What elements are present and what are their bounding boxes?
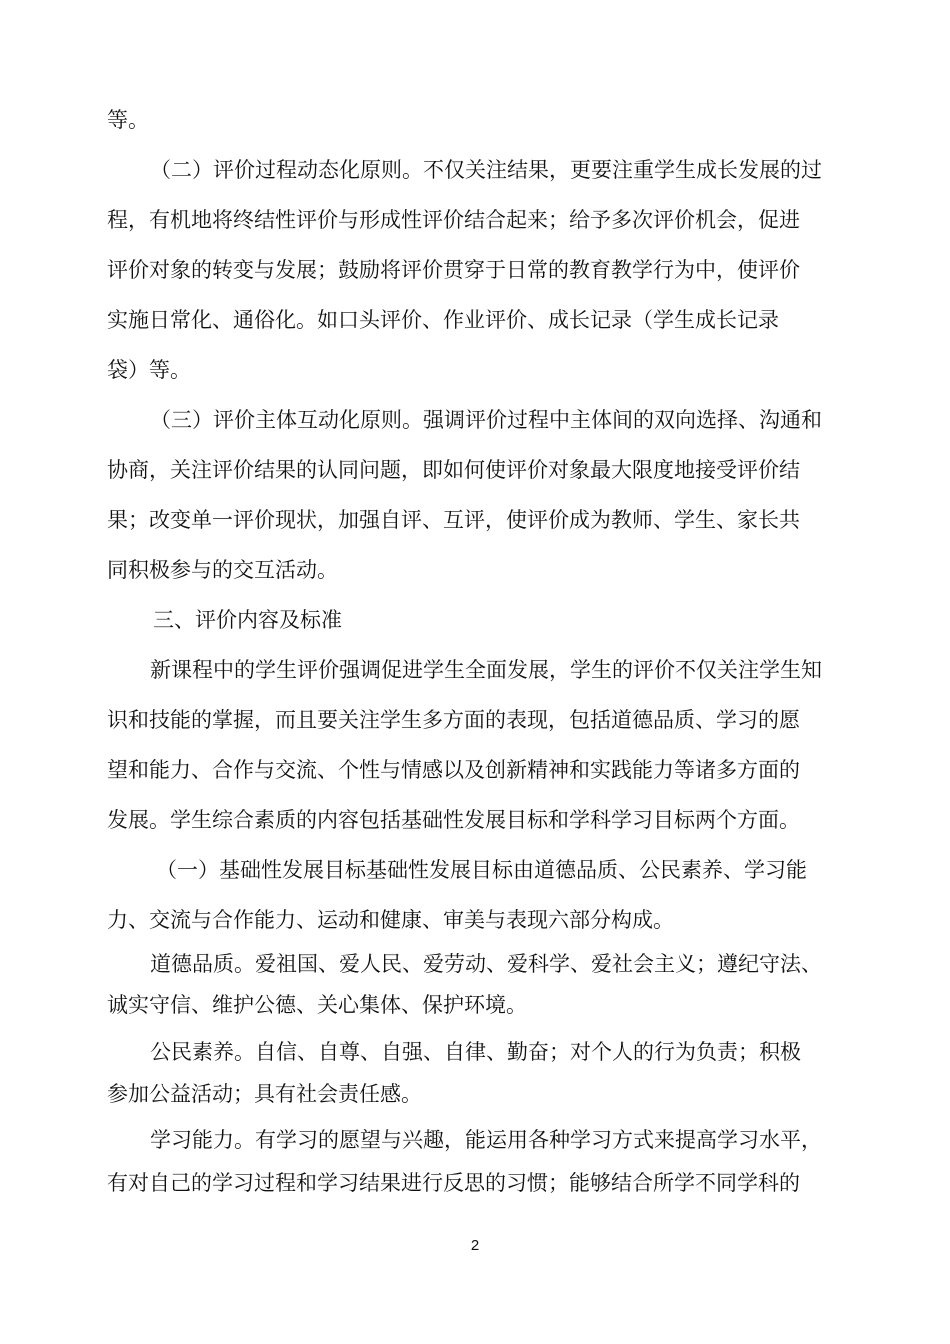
paragraph-line: （三）评价主体互动化原则。强调评价过程中主体间的双向选择、沟通和: [150, 408, 822, 432]
paragraph-line: 力、交流与合作能力、运动和健康、审美与表现六部分构成。: [107, 908, 674, 932]
paragraph-line: 果；改变单一评价现状，加强自评、互评，使评价成为教师、学生、家长共: [107, 508, 800, 532]
paragraph-line: 同积极参与的交互活动。: [107, 558, 338, 582]
paragraph-line: （二）评价过程动态化原则。不仅关注结果，更要注重学生成长发展的过: [150, 158, 822, 182]
paragraph-line: 袋）等。: [107, 358, 191, 382]
paragraph-line: 望和能力、合作与交流、个性与情感以及创新精神和实践能力等诸多方面的: [107, 758, 800, 782]
page-number: 2: [470, 1237, 480, 1254]
paragraph-line: 发展。学生综合素质的内容包括基础性发展目标和学科学习目标两个方面。: [107, 808, 800, 832]
paragraph-line: 实施日常化、通俗化。如口头评价、作业评价、成长记录（学生成长记录: [107, 308, 779, 332]
paragraph-line: （一）基础性发展目标基础性发展目标由道德品质、公民素养、学习能: [156, 858, 807, 882]
paragraph-line: 评价对象的转变与发展；鼓励将评价贯穿于日常的教育教学行为中，使评价: [107, 258, 800, 282]
paragraph-line: 协商，关注评价结果的认同问题，即如何使评价对象最大限度地接受评价结: [107, 458, 800, 482]
paragraph-line: 参加公益活动；具有社会责任感。: [107, 1082, 422, 1106]
paragraph-line: 有对自己的学习过程和学习结果进行反思的习惯；能够结合所学不同学科的: [107, 1171, 800, 1195]
paragraph-line: 公民素养。自信、自尊、自强、自律、勤奋；对个人的行为负责；积极: [150, 1040, 801, 1064]
paragraph-line: 等。: [107, 108, 149, 132]
paragraph-line: 道德品质。爱祖国、爱人民、爱劳动、爱科学、爱社会主义；遵纪守法、: [150, 952, 822, 976]
paragraph-line: 程，有机地将终结性评价与形成性评价结合起来；给予多次评价机会，促进: [107, 208, 800, 232]
section-heading: 三、评价内容及标准: [153, 608, 342, 632]
paragraph-line: 识和技能的掌握，而且要关注学生多方面的表现，包括道德品质、学习的愿: [107, 708, 800, 732]
paragraph-line: 新课程中的学生评价强调促进学生全面发展，学生的评价不仅关注学生知: [150, 658, 822, 682]
paragraph-line: 诚实守信、维护公德、关心集体、保护环境。: [107, 993, 527, 1017]
paragraph-line: 学习能力。有学习的愿望与兴趣，能运用各种学习方式来提高学习水平，: [150, 1128, 822, 1152]
